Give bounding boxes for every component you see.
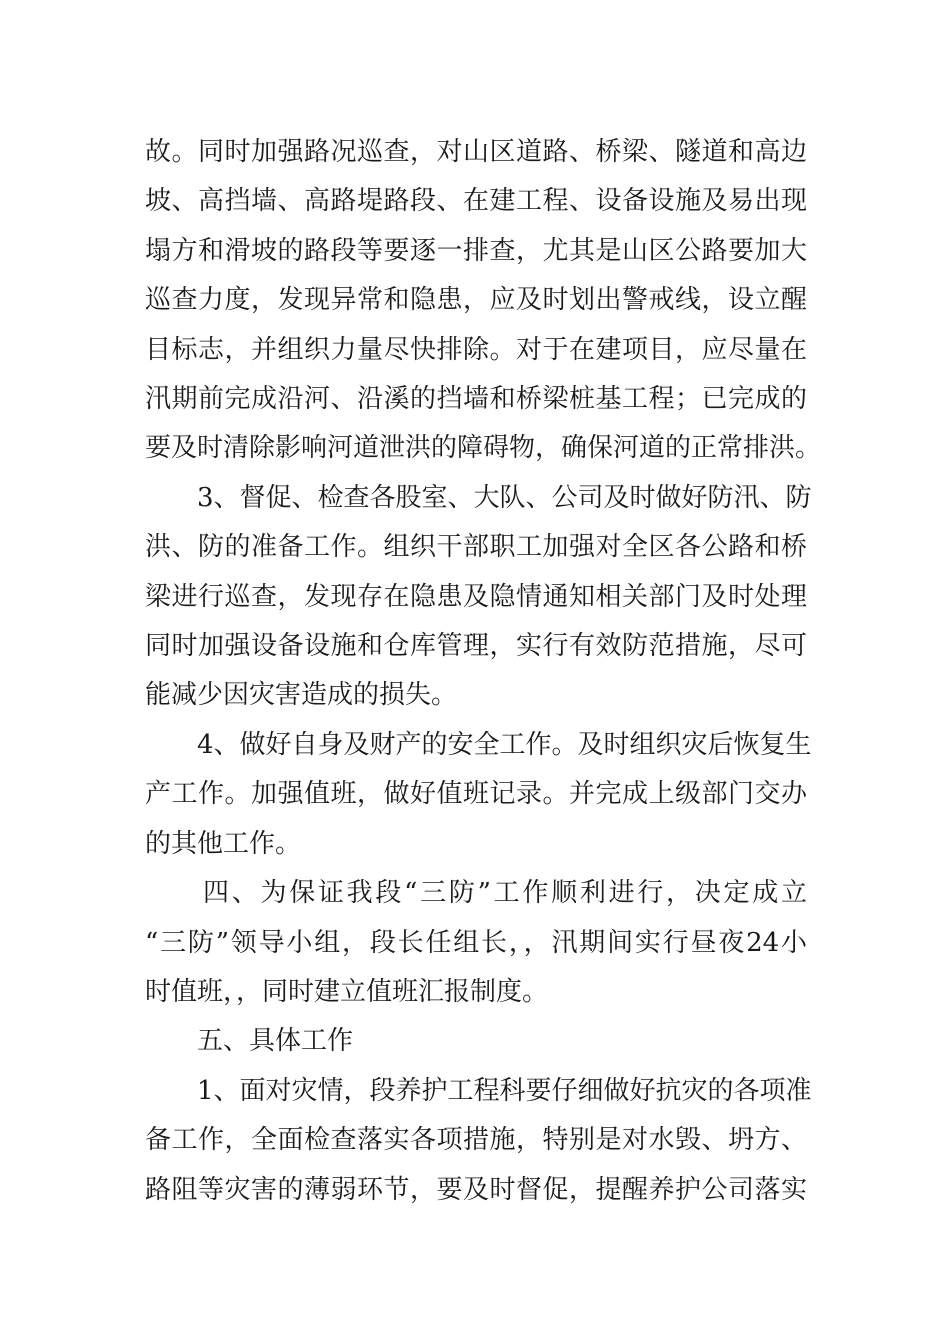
text-line: 四、为保证我段“三防”工作顺利进行，决定成立	[203, 878, 807, 909]
text-line: 的其他工作。	[145, 828, 302, 859]
section-heading: 五、具体工作	[197, 1026, 354, 1057]
text-line: 目标志，并组织力量尽快排除。对于在建项目，应尽量在	[145, 334, 807, 365]
text-line: 1、面对灾情，段养护工程科要仔细做好抗灾的各项准	[197, 1075, 812, 1106]
text-line: 要及时清除影响河道泄洪的障碍物，确保河道的正常排洪。	[145, 433, 822, 464]
text-line: 塌方和滑坡的路段等要逐一排查，尤其是山区公路要加大	[145, 235, 807, 266]
paragraph-section-4	[145, 869, 807, 1017]
document-body	[145, 128, 822, 1215]
text-line: 3、督促、检查各股室、大队、公司及时做好防汛、防	[197, 482, 812, 513]
text-line: 4、做好自身及财产的安全工作。及时组织灾后恢复生	[197, 729, 812, 760]
text-line: 产工作。加强值班，做好值班记录。并完成上级部门交办	[145, 779, 807, 810]
paragraph-road-inspection	[145, 128, 822, 474]
text-line: 故。同时加强路况巡查，对山区道路、桥梁、隧道和高边	[145, 137, 807, 167]
paragraph-item-1	[145, 1067, 812, 1215]
text-line: 同时加强设备设施和仓库管理，实行有效防范措施，尽可	[145, 631, 807, 662]
text-line: 路阻等灾害的薄弱环节，要及时督促，提醒养护公司落实	[145, 1174, 807, 1205]
text-line: 时值班，，同时建立值班汇报制度。	[145, 976, 549, 1007]
text-line: 坡、高挡墙、高路堤路段、在建工程、设备设施及易出现	[145, 186, 807, 217]
text-line: “三防”领导小组，段长任组长，，汛期间实行昼夜24小	[145, 927, 807, 958]
text-line: 能减少因灾害造成的损失。	[145, 680, 458, 711]
text-line: 汛期前完成沿河、沿溪的挡墙和桥梁桩基工程；已完成的	[145, 384, 807, 415]
paragraph-item-3	[145, 474, 812, 721]
text-line: 梁进行巡查，发现存在隐患及隐情通知相关部门及时处理	[145, 581, 807, 612]
text-line: 巡查力度，发现异常和隐患，应及时划出警戒线，设立醒	[145, 285, 807, 316]
section-heading-5	[145, 1017, 807, 1066]
paragraph-item-4	[145, 721, 812, 869]
text-line: 洪、防的准备工作。组织干部职工加强对全区各公路和桥	[145, 532, 807, 563]
text-line: 备工作，全面检查落实各项措施，特别是对水毁、坍方、	[145, 1125, 807, 1156]
